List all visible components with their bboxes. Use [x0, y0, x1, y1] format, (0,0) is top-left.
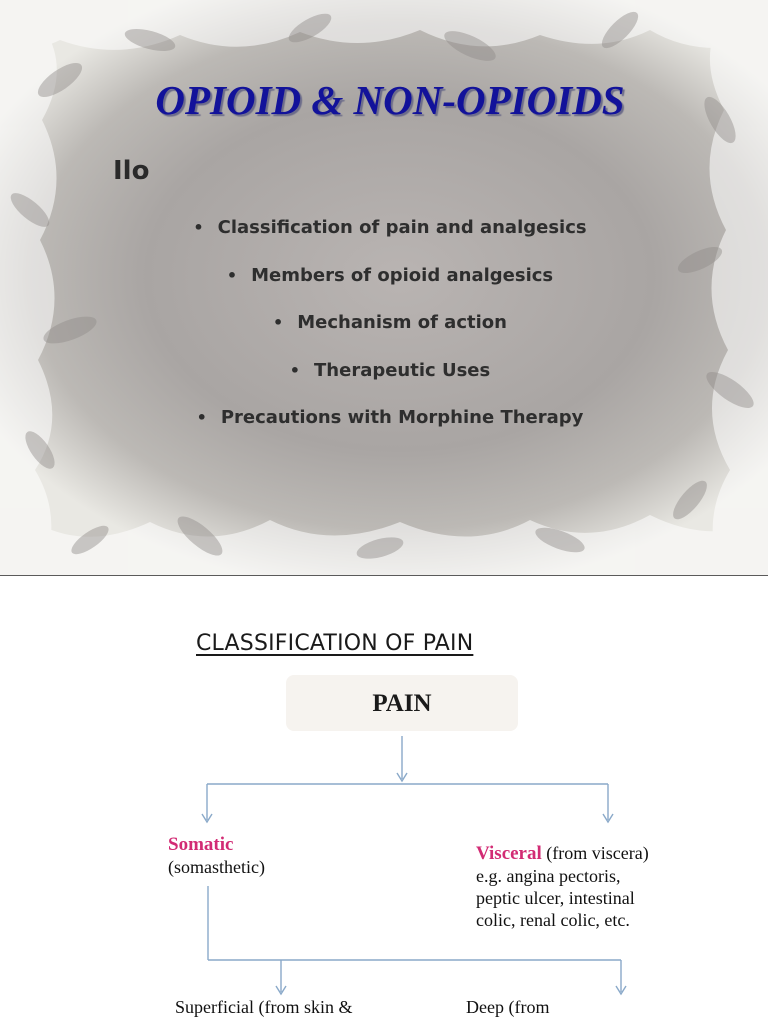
bullet-icon: • — [273, 313, 284, 332]
visceral-detail: (from viscera) — [541, 843, 649, 863]
list-item-text: Therapeutic Uses — [314, 359, 491, 381]
visceral-example: peptic ulcer, intestinal — [476, 888, 635, 908]
somatic-label: Somatic — [168, 834, 234, 855]
list-item-text: Members of opioid analgesics — [251, 264, 554, 286]
superficial-node: Superficial (from skin & — [175, 997, 353, 1017]
slide-subtitle: Ilo — [113, 156, 150, 186]
slide-classification-of-pain — [0, 576, 768, 1024]
list-item — [0, 402, 768, 450]
slide-title: OPIOID & NON-OPIOIDS — [155, 77, 625, 123]
bullet-icon: • — [226, 265, 238, 285]
list-item — [0, 260, 768, 308]
bullet-icon: • — [196, 408, 207, 427]
list-item-text: Classification of pain and analgesics — [217, 217, 587, 238]
list-item — [0, 355, 768, 403]
list-item-text: Mechanism of action — [297, 312, 507, 333]
list-item — [0, 307, 768, 355]
bullet-icon: • — [193, 218, 204, 237]
bullet-icon: • — [289, 360, 301, 380]
visceral-label: Visceral — [476, 843, 542, 864]
list-item — [0, 212, 768, 260]
visceral-example: e.g. angina pectoris, — [476, 866, 621, 886]
somatic-node — [168, 834, 265, 878]
visceral-node — [476, 842, 736, 931]
slide-title: CLASSIFICATION OF PAIN — [196, 631, 474, 656]
deep-node: Deep (from — [466, 997, 550, 1017]
list-item-text: Precautions with Morphine Therapy — [220, 407, 584, 428]
visceral-example: colic, renal colic, etc. — [476, 910, 630, 930]
somatic-detail: (somasthetic) — [168, 857, 265, 877]
objectives-list — [0, 212, 768, 450]
pain-root-node: PAIN — [286, 675, 518, 731]
